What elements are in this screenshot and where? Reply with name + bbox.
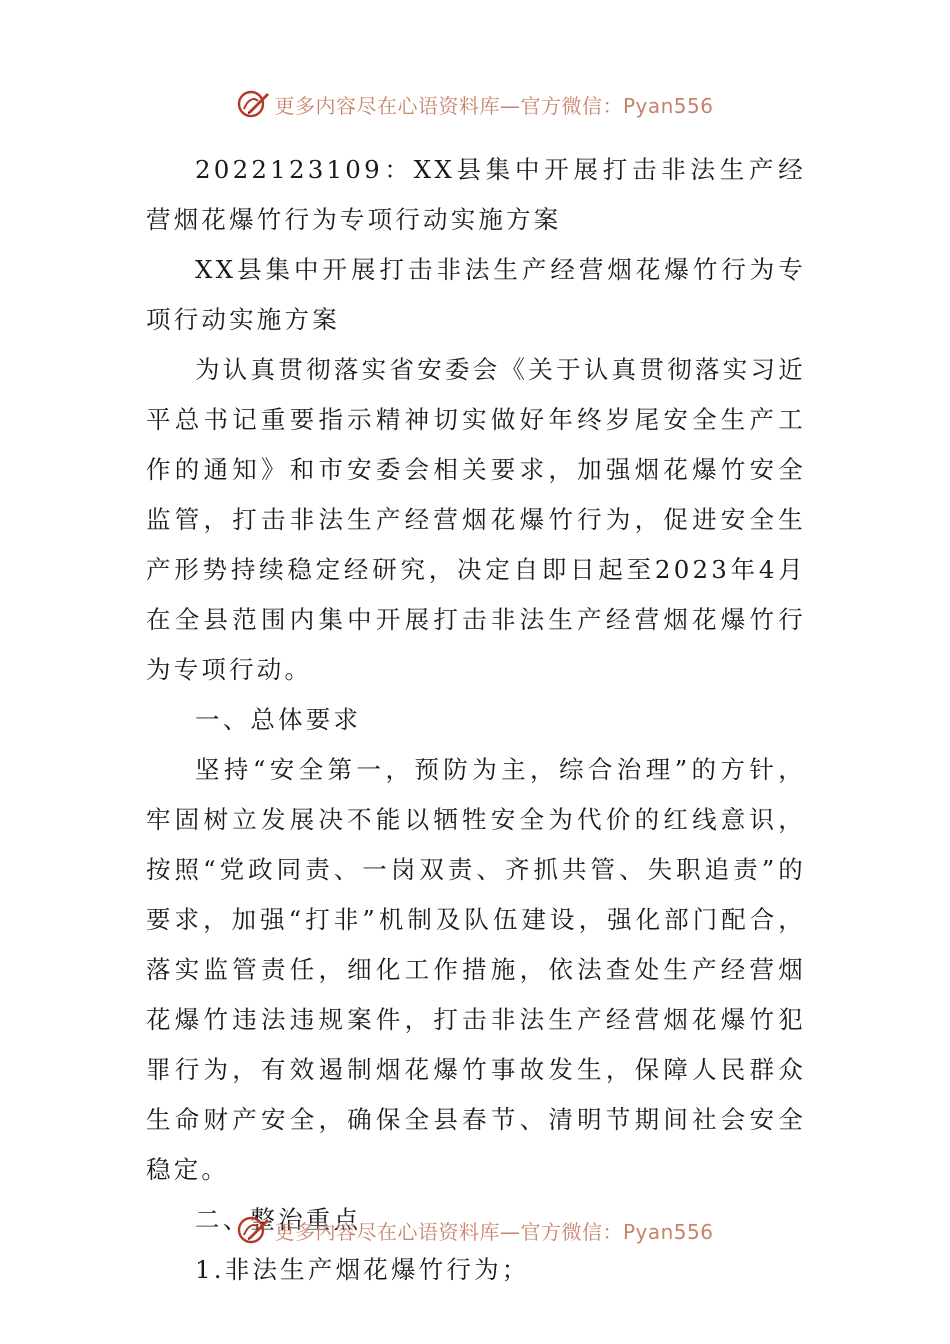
document-subtitle: XX县集中开展打击非法生产经营烟花爆竹行为专项行动实施方案 — [146, 255, 806, 334]
watermark-text: 更多内容尽在心语资料库—官方微信：Pyan556 — [274, 93, 714, 118]
list-item-1: 1.非法生产烟花爆竹行为； — [195, 1255, 530, 1284]
document-body — [146, 145, 806, 1295]
pen-logo-icon — [236, 1213, 270, 1247]
footer-watermark — [0, 1210, 950, 1250]
section-heading-key-points: 二、整治重点 — [195, 1205, 362, 1234]
paragraph-overall-requirements: 坚持“安全第一，预防为主，综合治理”的方针，牢固树立发展决不能以牺牲安全为代价的红线意识，按照“党政同责、一岗双责、齐抓共管、失职追责”的要求，加强“打非”机制及队伍建设，强化部门配合，落实监管责任，细化工作措施，依法查处生产经营烟花爆竹违法违规案件，打击非法生产经营烟花爆竹犯罪行为，有效遏制烟花爆竹事故发生，保障人民群众生命财产安全，确保全县春节、清明节期间社会安全稳定。 — [146, 755, 806, 1184]
section-heading-overall-requirements: 一、总体要求 — [195, 705, 362, 734]
document-title: 2022123109：XX县集中开展打击非法生产经营烟花爆竹行为专项行动实施方案 — [146, 155, 806, 234]
paragraph-intro: 为认真贯彻落实省安委会《关于认真贯彻落实习近平总书记重要指示精神切实做好年终岁尾安全生产工作的通知》和市安委会相关要求，加强烟花爆竹安全监管，打击非法生产经营烟花爆竹行为，促进安全生产形势持续稳定经研究，决定自即日起至2023年4月在全县范围内集中开展打击非法生产经营烟花爆竹行为专项行动。 — [146, 355, 806, 684]
pen-logo-icon — [236, 87, 270, 121]
header-watermark — [0, 84, 950, 124]
watermark-text: 更多内容尽在心语资料库—官方微信：Pyan556 — [274, 1219, 714, 1244]
